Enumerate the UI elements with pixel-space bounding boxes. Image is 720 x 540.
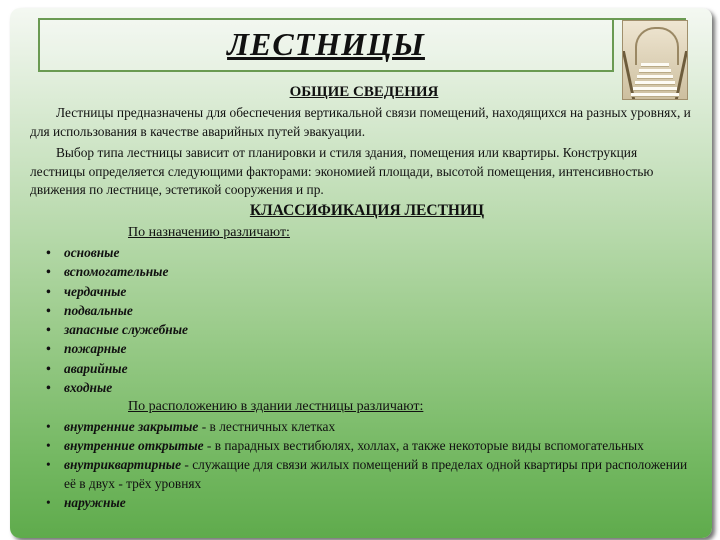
photo-step xyxy=(637,75,673,79)
list-item: • подвальные xyxy=(40,301,690,320)
location-list xyxy=(40,417,690,512)
purpose-list-intro: По назначению различают: xyxy=(128,225,290,240)
list-item-term: внутренние закрытые xyxy=(64,419,199,434)
purpose-list xyxy=(40,243,690,397)
list-item-desc: - в парадных вестибюлях, холлах, а также некоторые виды вспомогательных xyxy=(203,438,644,453)
list-item-term: наружные xyxy=(64,495,126,510)
list-item xyxy=(40,417,690,436)
list-item-desc: - в лестничных клетках xyxy=(198,419,336,434)
photo-step xyxy=(641,63,669,67)
list-item: • вспомогательные xyxy=(40,262,690,281)
list-item: • пожарные xyxy=(40,339,690,358)
list-item: • входные xyxy=(40,378,690,397)
list-item: • запасные служебные xyxy=(40,320,690,339)
list-item-term: внутриквартирные xyxy=(64,457,182,472)
list-item xyxy=(40,493,690,512)
photo-arch xyxy=(635,27,679,65)
section-subtitle: ОБЩИЕ СВЕДЕНИЯ xyxy=(289,84,439,100)
list-item: • основные xyxy=(40,243,690,262)
list-item xyxy=(40,455,690,493)
list-item-term: внутренние открытые xyxy=(64,438,204,453)
list-item: • аварийные xyxy=(40,359,690,378)
paragraph-selection: Выбор типа лестницы зависит от планировки и стиля здания, помещения или квартиры. Конструкция лестницы определяется следующими факторами: экономией площади, высотой помещения, интенсивностью движения по лестнице, эстетикой сооружения и пр. xyxy=(30,145,654,197)
slide-title: ЛЕСТНИЦЫ xyxy=(227,26,425,62)
list-item-desc: - служащие для связи жилых помещений в пределах одной квартиры при расположении её в двух - трёх уровнях xyxy=(64,457,688,491)
paragraph-purpose: Лестницы предназначены для обеспечения вертикальной связи помещений, находящихся на разных уровнях, и для использования в качестве аварийных путей эвакуации. xyxy=(30,105,691,139)
photo-step xyxy=(639,69,671,73)
list-item: • чердачные xyxy=(40,282,690,301)
location-list-intro: По расположению в здании лестницы различают: xyxy=(128,399,424,414)
classification-heading: КЛАССИФИКАЦИЯ ЛЕСТНИЦ xyxy=(249,202,485,219)
list-item xyxy=(40,436,690,455)
